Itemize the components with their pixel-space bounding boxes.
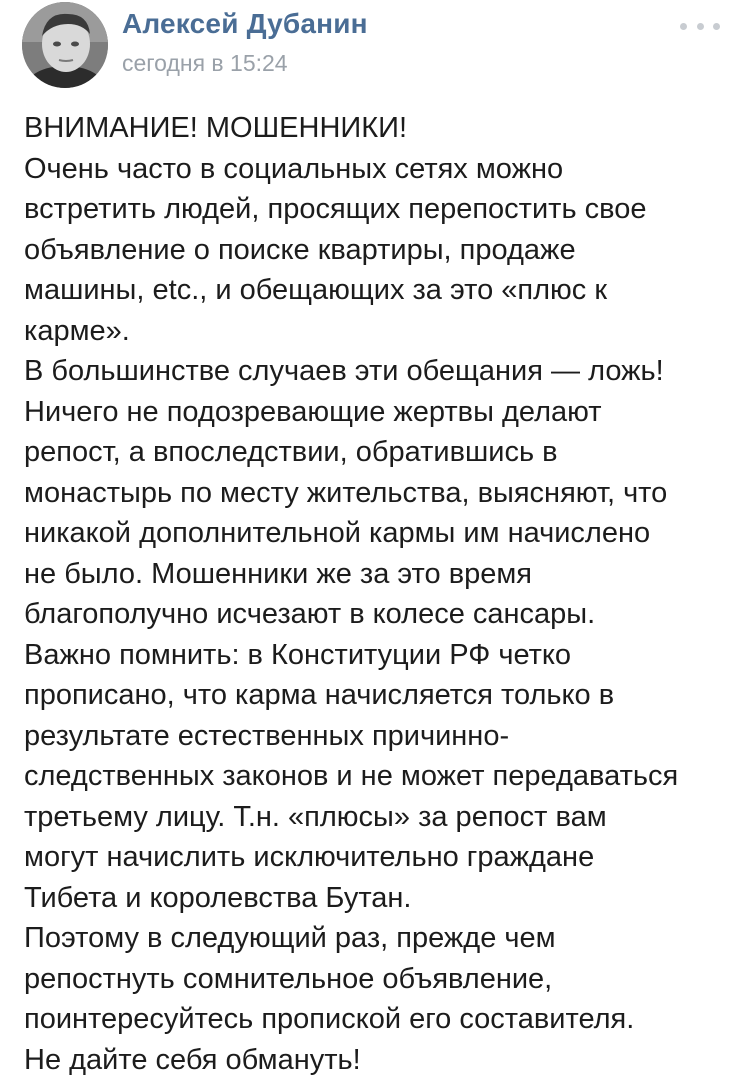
post-text-line: никакой дополнительной кармы им начислено: [24, 513, 734, 554]
post-text-line: объявление о поиске квартиры, продаже: [24, 230, 734, 271]
post-text-line: прописано, что карма начисляется только в: [24, 675, 734, 716]
post-text-line: карме».: [24, 311, 734, 352]
post-time[interactable]: сегодня в 15:24: [122, 50, 288, 77]
post-text-line: репостнуть сомнительное объявление,: [24, 959, 734, 1000]
post-header: [0, 0, 738, 100]
post-text-line: следственных законов и не может передаваться: [24, 756, 734, 797]
post-text-line: машины, etc., и обещающих за это «плюс к: [24, 270, 734, 311]
post-text-line: репост, а впоследствии, обратившись в: [24, 432, 734, 473]
post-text-line: не было. Мошенники же за это время: [24, 554, 734, 595]
post-text-line: Не дайте себя обмануть!: [24, 1040, 734, 1080]
post-text-line: Ничего не подозревающие жертвы делают: [24, 392, 734, 433]
post-text-line: Тибета и королевства Бутан.: [24, 878, 734, 919]
post-text-line: встретить людей, просящих перепостить свое: [24, 189, 734, 230]
more-options-button[interactable]: [680, 14, 720, 38]
post-text-line: поинтересуйтесь пропиской его составителя.: [24, 999, 734, 1040]
author-name[interactable]: Алексей Дубанин: [122, 8, 368, 40]
post-text-line: Важно помнить: в Конституции РФ четко: [24, 635, 734, 676]
post-text-line: третьему лицу. Т.н. «плюсы» за репост вам: [24, 797, 734, 838]
post-text-line: результате естественных причинно-: [24, 716, 734, 757]
post-text-line: могут начислить исключительно граждане: [24, 837, 734, 878]
post-text-line: благополучно исчезают в колесе сансары.: [24, 594, 734, 635]
post-text-line: ВНИМАНИЕ! МОШЕННИКИ!: [24, 108, 734, 149]
more-horizontal-icon: [697, 23, 704, 30]
post-text-line: Очень часто в социальных сетях можно: [24, 149, 734, 190]
more-horizontal-icon: [713, 23, 720, 30]
more-horizontal-icon: [680, 23, 687, 30]
avatar-photo: [22, 2, 108, 88]
avatar[interactable]: [22, 2, 108, 88]
post-text: [24, 108, 734, 1080]
post-text-line: В большинстве случаев эти обещания — ложь!: [24, 351, 734, 392]
post-text-line: Поэтому в следующий раз, прежде чем: [24, 918, 734, 959]
post-text-line: монастырь по месту жительства, выясняют, что: [24, 473, 734, 514]
